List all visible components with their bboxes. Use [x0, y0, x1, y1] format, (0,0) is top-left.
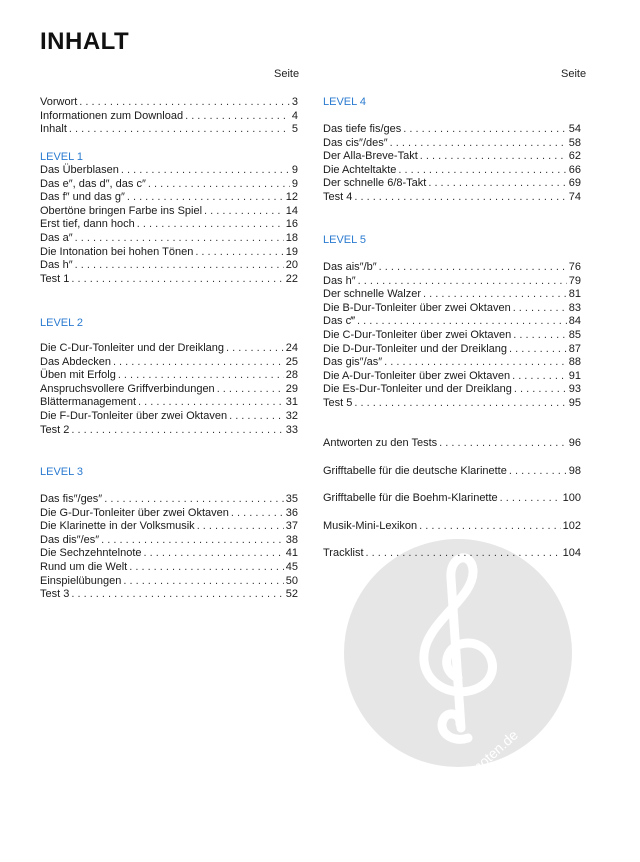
- toc-entry[interactable]: Das h″ . . . 20: [40, 259, 298, 273]
- toc-entry[interactable]: Das dis″/es″ . . . 38: [40, 534, 298, 548]
- level-heading: LEVEL 3: [40, 466, 84, 478]
- toc-entry[interactable]: Die C-Dur-Tonleiter über zwei Oktaven . . . 85: [323, 329, 581, 343]
- level4-section: [323, 95, 581, 205]
- treble-clef-watermark: [343, 538, 573, 768]
- toc-entry[interactable]: Der schnelle Walzer . . . 81: [323, 288, 581, 302]
- toc-entry[interactable]: Der Alla-Breve-Takt . . . 62: [323, 150, 581, 164]
- toc-entry[interactable]: Die A-Dur-Tonleiter über zwei Oktaven . . . 91: [323, 370, 581, 384]
- toc-entry[interactable]: Die Es-Dur-Tonleiter und der Dreiklang . . . 93: [323, 383, 581, 397]
- toc-entry[interactable]: Grifftabelle für die Boehm-Klarinette . . . 100: [323, 492, 581, 506]
- toc-entry[interactable]: Test 1 . . . 22: [40, 273, 298, 287]
- toc-entry[interactable]: Das f″ und das g″ . . . 12: [40, 191, 298, 205]
- toc-entry[interactable]: Die B-Dur-Tonleiter über zwei Oktaven . . . 83: [323, 302, 581, 316]
- toc-entry[interactable]: Anspruchsvollere Griffverbindungen . . . 29: [40, 383, 298, 397]
- toc-entry[interactable]: Das fis″/ges″ . . . 35: [40, 493, 298, 507]
- toc-entry[interactable]: Das tiefe fis/ges . . . 54: [323, 123, 581, 137]
- level5-section: [323, 233, 581, 411]
- toc-entry[interactable]: Die D-Dur-Tonleiter und der Dreiklang . . . 87: [323, 343, 581, 357]
- toc-entry[interactable]: Rund um die Welt . . . 45: [40, 561, 298, 575]
- toc-entry[interactable]: Das ais″/b″ . . . 76: [323, 261, 581, 275]
- toc-entry[interactable]: Informationen zum Download . . . 4: [40, 110, 298, 124]
- toc-entry[interactable]: Das e″, das d″, das c″ . . . 9: [40, 178, 298, 192]
- toc-entry[interactable]: Test 5 . . . 95: [323, 397, 581, 411]
- level-heading: LEVEL 1: [40, 151, 84, 163]
- toc-entry[interactable]: Die Klarinette in der Volksmusik . . . 37: [40, 520, 298, 534]
- toc-entry[interactable]: Antworten zu den Tests . . . 96: [323, 437, 581, 451]
- toc-entry[interactable]: Der schnelle 6/8-Takt . . . 69: [323, 177, 581, 191]
- toc-entry[interactable]: Test 4 . . . 74: [323, 191, 581, 205]
- seite-label-left: Seite: [274, 68, 300, 80]
- toc-entry[interactable]: Die Intonation bei hohen Tönen . . . 19: [40, 246, 298, 260]
- toc-entry[interactable]: Test 3 . . . 52: [40, 588, 298, 602]
- toc-entry[interactable]: Das h″ . . . 79: [323, 275, 581, 289]
- toc-entry[interactable]: Vorwort . . . 3: [40, 96, 298, 110]
- toc-entry[interactable]: Blättermanagement . . . 31: [40, 396, 298, 410]
- toc-entry[interactable]: Die G-Dur-Tonleiter über zwei Oktaven . . . 36: [40, 507, 298, 521]
- toc-entry[interactable]: Die Achteltakte . . . 66: [323, 164, 581, 178]
- toc-entry[interactable]: Das c‴ . . . 84: [323, 315, 581, 329]
- toc-entry[interactable]: Das Abdecken . . . 25: [40, 356, 298, 370]
- toc-entry[interactable]: Die F-Dur-Tonleiter über zwei Oktaven . . . 32: [40, 410, 298, 424]
- toc-entry[interactable]: Obertöne bringen Farbe ins Spiel . . . 14: [40, 205, 298, 219]
- toc-entry[interactable]: Das a″ . . . 18: [40, 232, 298, 246]
- toc-entry[interactable]: Musik-Mini-Lexikon . . . 102: [323, 520, 581, 534]
- toc-entry[interactable]: Einspielübungen . . . 50: [40, 575, 298, 589]
- level1-section: [40, 150, 298, 286]
- toc-entry[interactable]: Das Überblasen . . . 9: [40, 164, 298, 178]
- toc-entry[interactable]: Die Sechzehntelnote . . . 41: [40, 547, 298, 561]
- toc-entry[interactable]: Grifftabelle für die deutsche Klarinette . . . 98: [323, 465, 581, 479]
- toc-entry[interactable]: Test 2 . . . 33: [40, 424, 298, 438]
- level2-section: [40, 316, 298, 437]
- toc-entry[interactable]: Inhalt . . . 5: [40, 123, 298, 137]
- toc-entry[interactable]: Tracklist . . . 104: [323, 547, 581, 561]
- level-heading: LEVEL 4: [323, 96, 367, 108]
- front-matter-list: [40, 96, 298, 137]
- page-title: INHALT: [40, 28, 130, 55]
- toc-entry[interactable]: Die C-Dur-Tonleiter und der Dreiklang . . . 24: [40, 342, 298, 356]
- toc-entry[interactable]: Üben mit Erfolg . . . 28: [40, 369, 298, 383]
- seite-label-right: Seite: [561, 68, 587, 80]
- toc-entry[interactable]: Das gis″/as″ . . . 88: [323, 356, 581, 370]
- level-heading: LEVEL 5: [323, 234, 367, 246]
- level-heading: LEVEL 2: [40, 317, 84, 329]
- toc-entry[interactable]: Erst tief, dann hoch . . . 16: [40, 218, 298, 232]
- toc-entry[interactable]: Das cis″/des″ . . . 58: [323, 137, 581, 151]
- level3-section: [40, 465, 298, 602]
- appendix-list: [323, 437, 581, 561]
